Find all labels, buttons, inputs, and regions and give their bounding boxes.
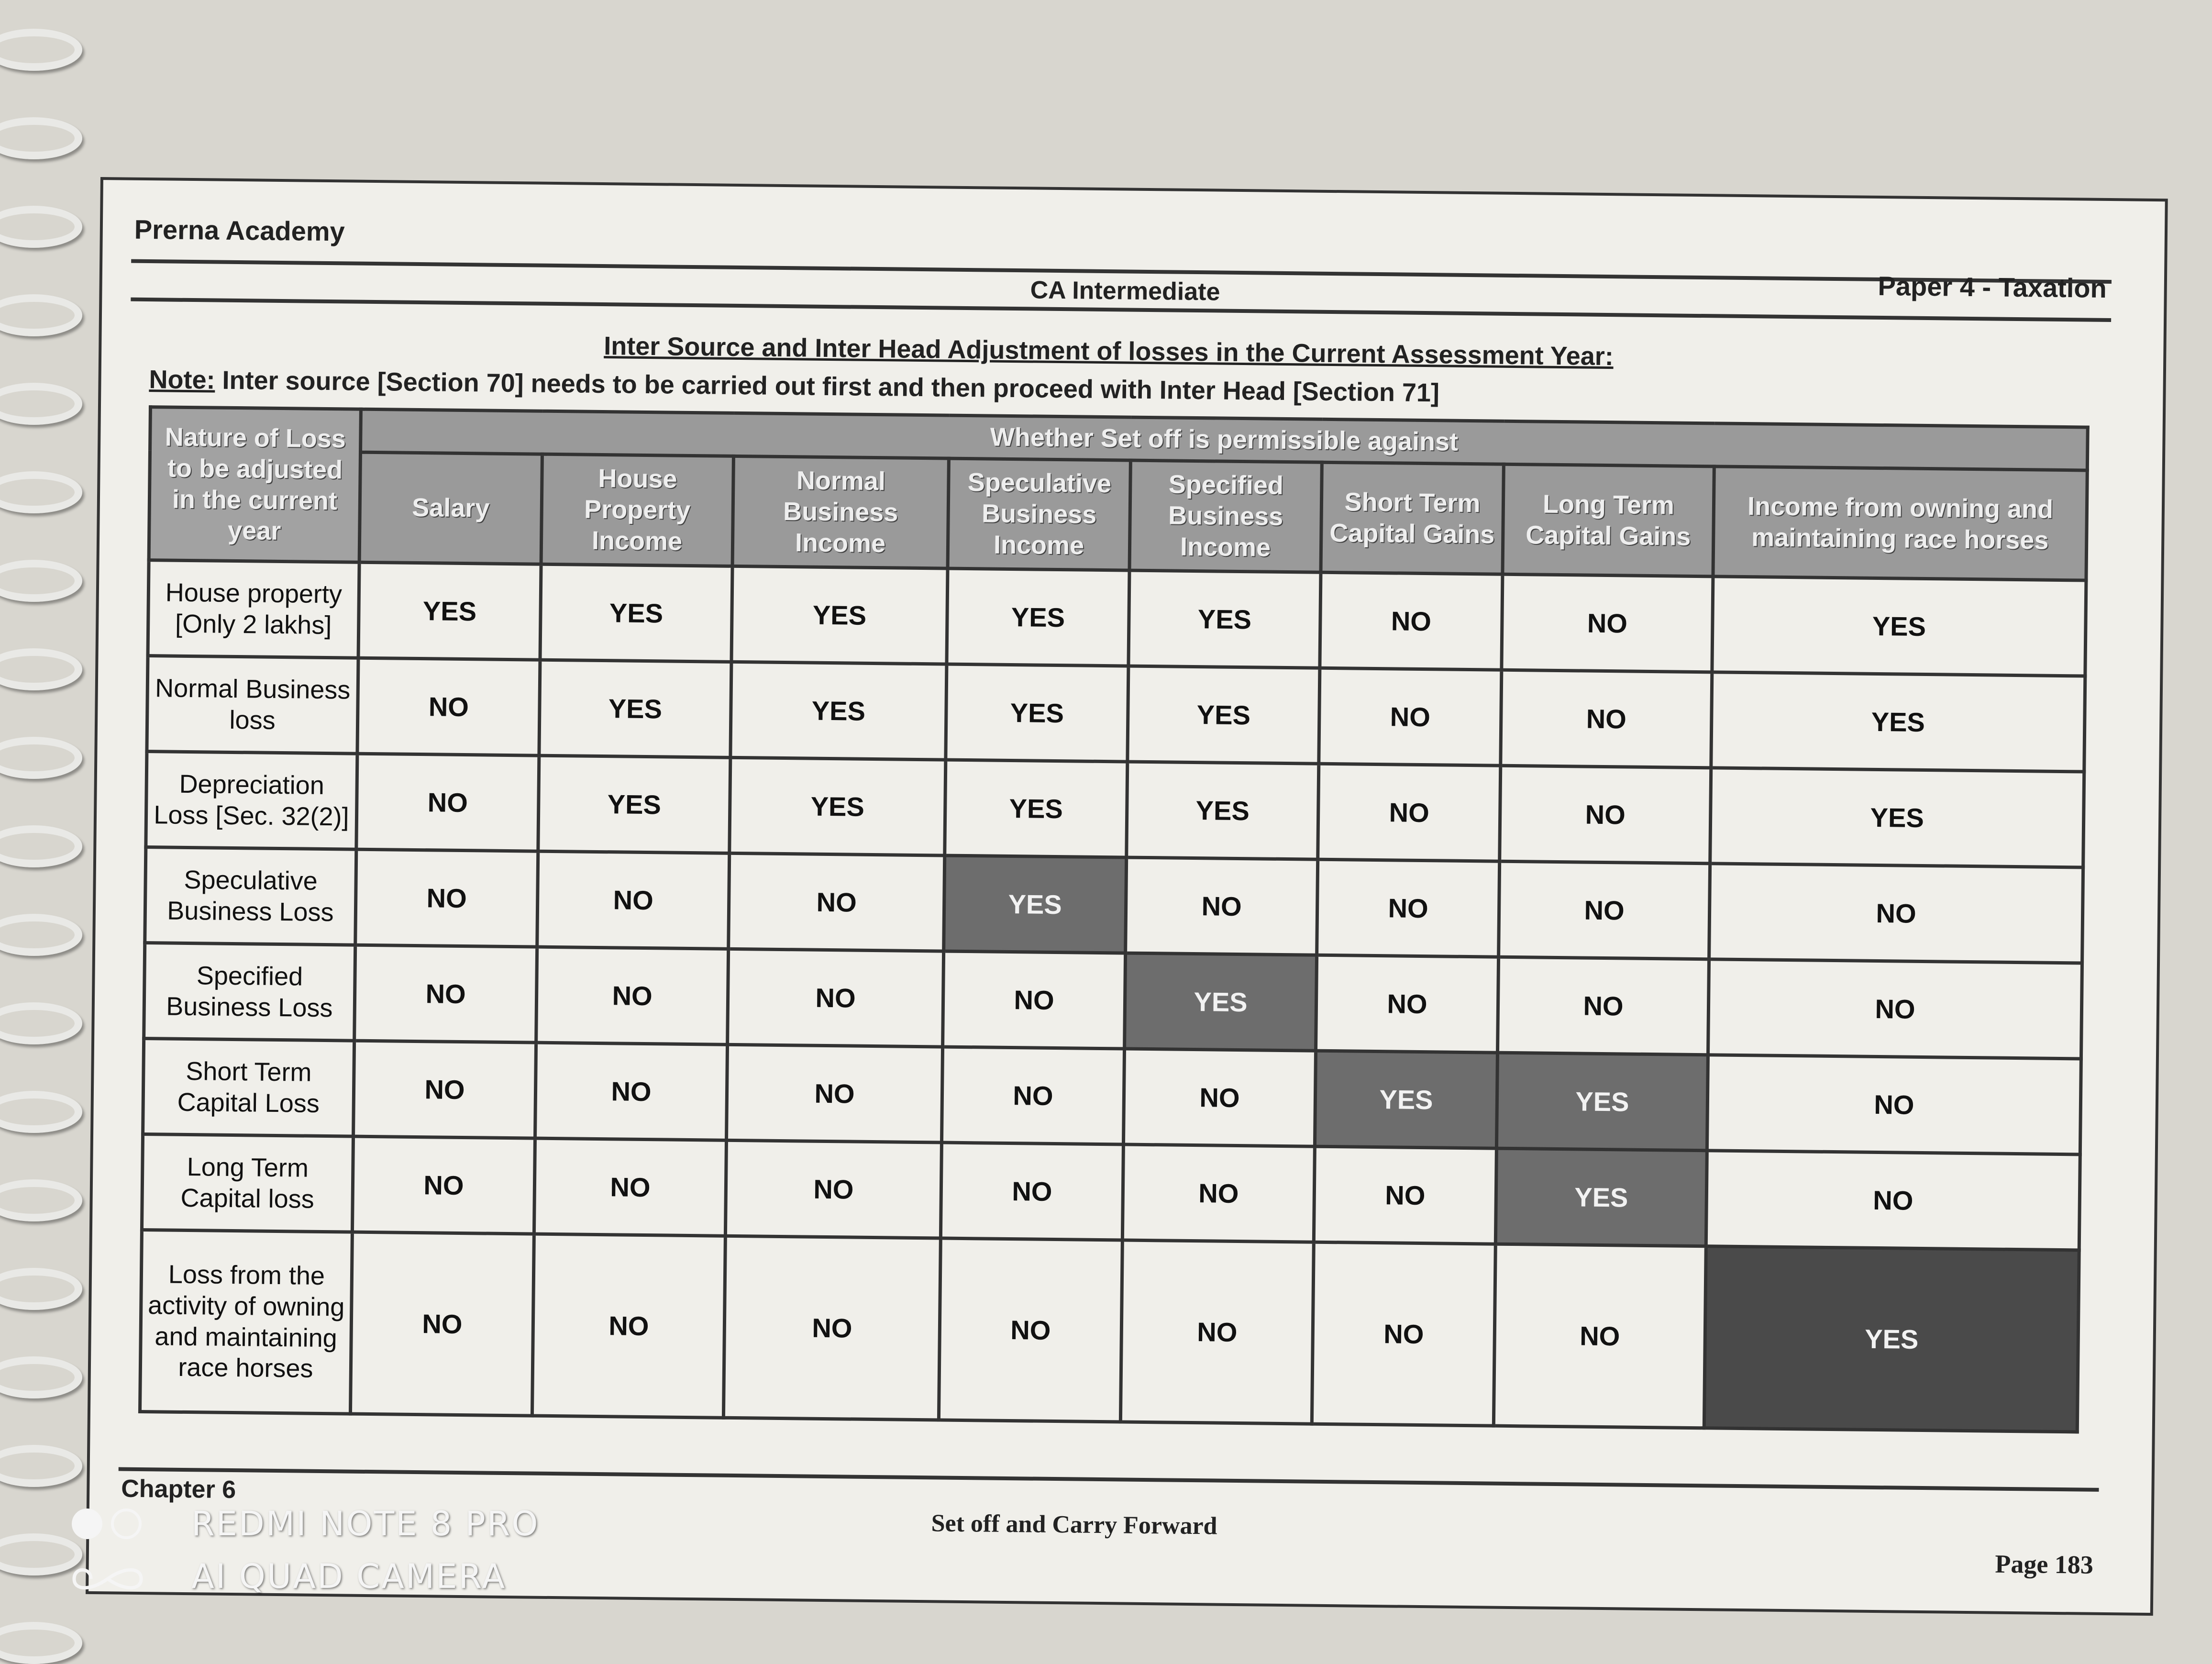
dual-dot-icon <box>72 1505 182 1543</box>
table-cell: YES <box>731 566 948 664</box>
table-cell: YES <box>1315 1051 1497 1148</box>
camera-model: REDMI NOTE 8 PRO <box>191 1504 540 1543</box>
table-cell: NO <box>1707 1055 2081 1154</box>
table-cell: NO <box>729 853 945 951</box>
note-text: Inter source [Section 70] needs to be carried out first and then proceed with Inter Head [Section 71] <box>215 366 1440 408</box>
chapter-label: Chapter 6 <box>121 1475 236 1504</box>
row-label: House property [Only 2 lakhs] <box>148 560 359 658</box>
col-header-speculative-business: Speculative Business Income <box>948 458 1130 570</box>
table-cell: NO <box>1709 864 2083 963</box>
table-cell: NO <box>354 945 537 1043</box>
table-cell: YES <box>947 568 1129 666</box>
table-cell: NO <box>726 1044 942 1143</box>
table-cell: YES <box>1711 672 2085 772</box>
row-label: Speculative Business Loss <box>145 847 356 945</box>
table-cell: NO <box>1122 1144 1315 1242</box>
col-header-race-horses: Income from owning and maintaining race horses <box>1713 466 2087 580</box>
row-label: Specified Business Loss <box>144 943 355 1041</box>
table-cell: NO <box>1126 857 1318 955</box>
table-cell: NO <box>532 1234 725 1418</box>
row-header-title: Nature of Loss to be adjusted in the current year <box>149 407 361 563</box>
table-cell: NO <box>1708 959 2082 1059</box>
table-cell: YES <box>539 660 731 757</box>
spiral-binding <box>0 0 96 1661</box>
table-cell: NO <box>1499 861 1710 959</box>
table-cell: YES <box>730 757 946 855</box>
row-label: Loss from the activity of owning and maintaining race horses <box>140 1230 352 1414</box>
note-label: Note: <box>149 365 215 395</box>
table-cell: NO <box>1501 670 1712 768</box>
table-cell: YES <box>1712 577 2086 676</box>
course-name: CA Intermediate <box>1030 276 1220 306</box>
table-cell: YES <box>1495 1148 1707 1246</box>
table-cell: YES <box>1128 666 1320 764</box>
chapter-topic: Set off and Carry Forward <box>931 1509 1217 1540</box>
table-cell: YES <box>730 662 947 760</box>
row-label: Depreciation Loss [Sec. 32(2)] <box>146 752 357 850</box>
table-cell: NO <box>1500 765 1711 864</box>
table-cell: NO <box>534 1138 726 1236</box>
row-label: Normal Business loss <box>147 656 358 754</box>
col-header-normal-business: Normal Business Income <box>732 456 949 568</box>
table-cell: NO <box>536 947 729 1044</box>
row-label: Short Term Capital Loss <box>143 1039 354 1137</box>
table-cell: NO <box>357 658 540 755</box>
camera-type: AI QUAD CAMERA <box>191 1557 507 1596</box>
col-header-ltcg: Long Term Capital Gains <box>1503 464 1714 577</box>
table-cell: NO <box>1493 1244 1706 1428</box>
table-cell: NO <box>725 1140 941 1238</box>
table-cell: YES <box>358 562 541 660</box>
table-cell: NO <box>1320 572 1503 670</box>
table-cell: YES <box>1704 1246 2079 1432</box>
table-cell: NO <box>939 1238 1122 1422</box>
table-cell: NO <box>1317 859 1500 957</box>
table-cell: YES <box>1496 1053 1708 1151</box>
col-header-stcg: Short Term Capital Gains <box>1321 462 1504 574</box>
table-cell: NO <box>1314 1146 1496 1244</box>
table-cell: NO <box>352 1136 535 1234</box>
table-cell: YES <box>945 760 1128 857</box>
table-cell: NO <box>1502 574 1713 672</box>
infinity-icon <box>72 1557 182 1596</box>
page-number: Page 183 <box>1995 1549 2094 1579</box>
col-header-salary: Salary <box>359 452 542 564</box>
page-title: Inter Source and Inter Head Adjustment of losses in the Current Assessment Year: <box>604 332 1614 371</box>
table-cell: YES <box>1125 953 1317 1051</box>
table-cell: NO <box>723 1236 940 1420</box>
group-header: Whether Set off is permissible against <box>361 409 2088 470</box>
table-cell: NO <box>1318 764 1501 861</box>
table-cell: NO <box>943 951 1126 1049</box>
table-cell: NO <box>356 754 539 851</box>
table-cell: NO <box>355 849 538 947</box>
table-cell: NO <box>1706 1151 2080 1250</box>
table-cell: NO <box>537 851 730 949</box>
row-race-horses <box>140 1230 2079 1432</box>
table-cell: NO <box>940 1143 1123 1240</box>
table-cell: NO <box>350 1232 534 1416</box>
table-cell: YES <box>1128 570 1321 668</box>
table-cell: NO <box>1319 668 1502 765</box>
table-cell: NO <box>1123 1049 1316 1146</box>
table-cell: NO <box>1312 1242 1495 1426</box>
document-page <box>86 177 2168 1616</box>
paper-name: Paper 4 - Taxation <box>1878 270 2107 303</box>
table-cell: YES <box>538 755 730 853</box>
table-cell: NO <box>1497 957 1709 1055</box>
table-cell: YES <box>1710 768 2084 867</box>
table-cell: YES <box>946 664 1128 762</box>
col-header-house-property: House Property Income <box>541 454 733 566</box>
table-cell: NO <box>1120 1240 1314 1424</box>
table-cell: YES <box>944 855 1127 953</box>
setoff-table <box>138 405 2090 1433</box>
table-cell: NO <box>535 1043 728 1140</box>
table-cell: NO <box>941 1047 1124 1144</box>
footer-rule <box>119 1467 2099 1492</box>
academy-name: Prerna Academy <box>134 214 345 247</box>
row-label: Long Term Capital loss <box>142 1134 353 1232</box>
table-cell: YES <box>1127 762 1319 859</box>
table-cell: YES <box>540 564 732 662</box>
table-cell: NO <box>1316 955 1499 1053</box>
table-cell: NO <box>728 949 944 1047</box>
col-header-specified-business: Specified Business Income <box>1129 460 1322 572</box>
note <box>149 365 1439 408</box>
camera-watermark <box>72 1498 540 1603</box>
table-cell: NO <box>354 1041 536 1138</box>
